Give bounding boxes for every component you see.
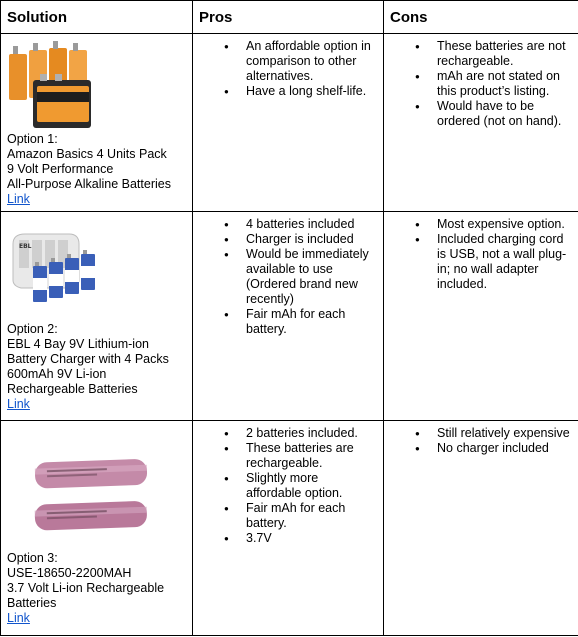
table-row	[1, 421, 578, 636]
cons-item: ● Most expensive option.	[437, 217, 572, 232]
solution-line: Batteries	[7, 596, 57, 610]
header-pros: Pros	[193, 1, 384, 34]
header-cons: Cons	[384, 1, 578, 34]
product-link[interactable]: Link	[7, 192, 30, 206]
product-image-9v-alkaline	[7, 40, 186, 132]
cons-cell	[384, 34, 578, 212]
solution-line: All-Purpose Alkaline Batteries	[7, 177, 171, 191]
solution-cell	[1, 34, 193, 212]
pros-item: ● 3.7V	[246, 531, 377, 546]
pros-item: ● Slightly more affordable option.	[246, 471, 377, 501]
pros-item: ● Fair mAh for each battery.	[246, 501, 377, 531]
pros-item: ● An affordable option in comparison to other alternatives.	[246, 39, 377, 84]
solution-line: 9 Volt Performance	[7, 162, 114, 176]
product-link[interactable]: Link	[7, 397, 30, 411]
pros-item: ● Charger is included	[246, 232, 377, 247]
ebl-brand-mark: EBL	[19, 243, 32, 250]
solution-line: Amazon Basics 4 Units Pack	[7, 147, 167, 161]
cons-cell	[384, 421, 578, 636]
solution-line: USE-18650-2200MAH	[7, 566, 132, 580]
solution-line: 600mAh 9V Li-ion	[7, 367, 107, 381]
pros-item: ● Fair mAh for each battery.	[246, 307, 377, 337]
cons-item: ● Still relatively expensive	[437, 426, 572, 441]
product-image-18650-cells	[7, 443, 186, 551]
pros-item: ● Have a long shelf-life.	[246, 84, 377, 99]
pros-item: ● 4 batteries included	[246, 217, 377, 232]
pros-item: ● 2 batteries included.	[246, 426, 377, 441]
cons-item: ● Included charging cord is USB, not a wall plug-in; no wall adapter included.	[437, 232, 572, 292]
table-row	[1, 34, 578, 212]
solution-line: 3.7 Volt Li-ion Rechargeable	[7, 581, 165, 595]
pros-item: ● These batteries are rechargeable.	[246, 441, 377, 471]
cons-item: ● mAh are not stated on this product’s listing.	[437, 69, 572, 99]
solution-line: Rechargeable Batteries	[7, 382, 138, 396]
cons-cell	[384, 212, 578, 421]
product-link[interactable]: Link	[7, 611, 30, 625]
solution-cell	[1, 212, 193, 421]
pros-cell	[193, 212, 384, 421]
pros-cell	[193, 34, 384, 212]
header-solution: Solution	[1, 1, 193, 34]
solution-line: EBL 4 Bay 9V Lithium-ion	[7, 337, 149, 351]
solution-line: Option 1:	[7, 132, 58, 146]
pros-cell	[193, 421, 384, 636]
solution-cell	[1, 421, 193, 636]
cons-item: ● No charger included	[437, 441, 572, 456]
solution-line: Option 3:	[7, 551, 58, 565]
solution-line: Option 2:	[7, 322, 58, 336]
table-row	[1, 212, 578, 421]
product-image-ebl-charger	[7, 226, 186, 322]
solution-line: Battery Charger with 4 Packs	[7, 352, 169, 366]
cons-item: ● Would have to be ordered (not on hand).	[437, 99, 572, 129]
cons-item: ● These batteries are not rechargeable.	[437, 39, 572, 69]
pros-item: ● Would be immediately available to use (Ordered brand new recently)	[246, 247, 377, 307]
